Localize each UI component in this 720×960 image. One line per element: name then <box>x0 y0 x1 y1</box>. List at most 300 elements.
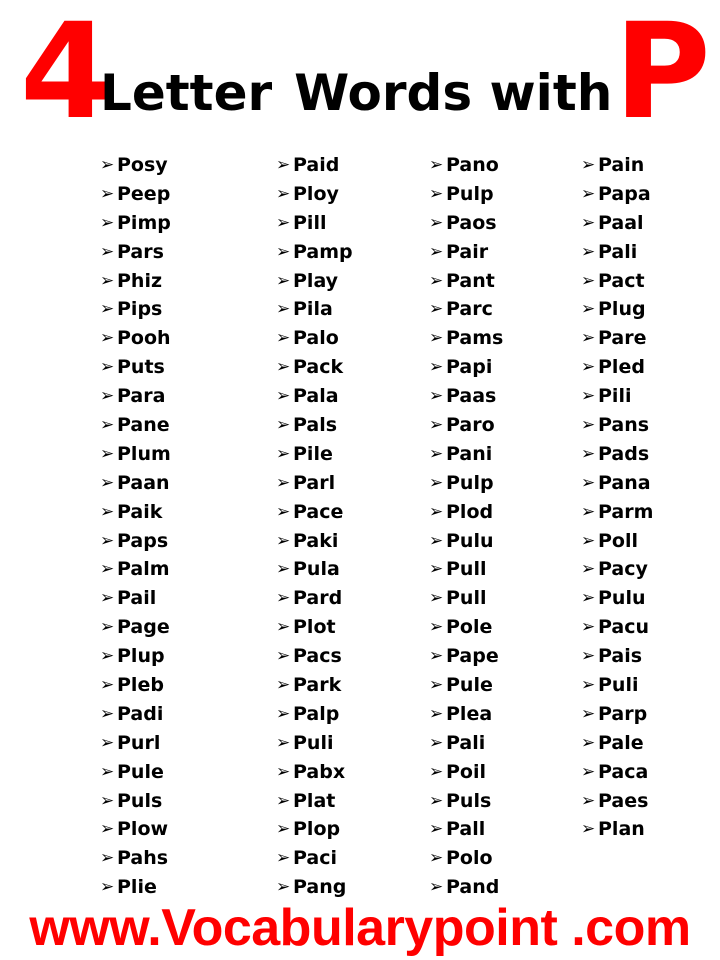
arrow-bullet-icon: ➢ <box>429 848 444 869</box>
word-text: Pulp <box>446 182 494 205</box>
word-item <box>100 411 171 440</box>
arrow-bullet-icon: ➢ <box>100 675 115 696</box>
word-item <box>429 642 503 671</box>
word-text: Pimp <box>117 211 171 234</box>
word-item <box>100 267 171 296</box>
word-text: Palm <box>117 558 170 581</box>
arrow-bullet-icon: ➢ <box>581 443 596 464</box>
word-item <box>276 787 353 816</box>
word-item <box>276 700 353 729</box>
word-text: Plop <box>293 818 341 841</box>
arrow-bullet-icon: ➢ <box>100 241 115 262</box>
word-text: Pals <box>293 414 338 437</box>
word-item <box>276 324 353 353</box>
arrow-bullet-icon: ➢ <box>100 386 115 407</box>
word-text: Pang <box>293 876 347 899</box>
arrow-bullet-icon: ➢ <box>276 386 291 407</box>
word-text: Park <box>293 674 342 697</box>
word-item <box>276 815 353 844</box>
word-item <box>276 469 353 498</box>
arrow-bullet-icon: ➢ <box>276 270 291 291</box>
word-item <box>581 584 653 613</box>
word-item <box>581 527 653 556</box>
arrow-bullet-icon: ➢ <box>581 819 596 840</box>
word-text: Pamp <box>293 240 353 263</box>
word-item <box>100 209 171 238</box>
word-text: Pape <box>446 645 499 668</box>
word-text: Pale <box>598 731 644 754</box>
arrow-bullet-icon: ➢ <box>100 790 115 811</box>
arrow-bullet-icon: ➢ <box>429 299 444 320</box>
word-text: Page <box>117 616 170 639</box>
word-text: Paos <box>446 211 497 234</box>
word-text: Parm <box>598 500 654 523</box>
word-item <box>100 527 171 556</box>
word-item <box>581 411 653 440</box>
word-text: Poll <box>598 529 639 552</box>
word-text: Pars <box>117 240 164 263</box>
word-text: Padi <box>117 702 164 725</box>
word-item <box>429 844 503 873</box>
word-text: Pace <box>293 500 344 523</box>
word-item <box>429 411 503 440</box>
word-item <box>429 267 503 296</box>
word-text: Para <box>117 385 166 408</box>
word-item <box>100 382 171 411</box>
word-text: Paps <box>117 529 169 552</box>
arrow-bullet-icon: ➢ <box>581 270 596 291</box>
word-item <box>581 729 653 758</box>
word-item <box>429 700 503 729</box>
word-item <box>276 527 353 556</box>
arrow-bullet-icon: ➢ <box>581 675 596 696</box>
arrow-bullet-icon: ➢ <box>276 819 291 840</box>
word-text: Pano <box>446 154 499 176</box>
arrow-bullet-icon: ➢ <box>581 559 596 580</box>
word-text: Pams <box>446 327 504 350</box>
word-item <box>581 180 653 209</box>
arrow-bullet-icon: ➢ <box>276 588 291 609</box>
word-text: Pooh <box>117 327 171 350</box>
word-text: Pacs <box>293 645 342 668</box>
word-text: Puli <box>598 674 639 697</box>
word-item <box>276 151 353 180</box>
word-text: Plat <box>293 789 336 812</box>
arrow-bullet-icon: ➢ <box>429 588 444 609</box>
arrow-bullet-icon: ➢ <box>429 155 444 175</box>
word-item <box>581 758 653 787</box>
word-item <box>100 180 171 209</box>
arrow-bullet-icon: ➢ <box>429 675 444 696</box>
arrow-bullet-icon: ➢ <box>429 617 444 638</box>
word-item <box>429 295 503 324</box>
word-text: Paca <box>598 760 649 783</box>
arrow-bullet-icon: ➢ <box>100 472 115 493</box>
word-item <box>429 353 503 382</box>
word-text: Pare <box>598 327 647 350</box>
word-item <box>581 555 653 584</box>
word-text: Polo <box>446 847 493 870</box>
word-item <box>276 295 353 324</box>
word-text: Plod <box>446 500 494 523</box>
word-item <box>276 758 353 787</box>
arrow-bullet-icon: ➢ <box>581 588 596 609</box>
arrow-bullet-icon: ➢ <box>276 646 291 667</box>
word-item <box>429 440 503 469</box>
word-item <box>429 324 503 353</box>
arrow-bullet-icon: ➢ <box>581 183 596 204</box>
word-item <box>429 613 503 642</box>
arrow-bullet-icon: ➢ <box>100 183 115 204</box>
arrow-bullet-icon: ➢ <box>276 732 291 753</box>
word-text: Pani <box>446 442 493 465</box>
word-item <box>276 844 353 873</box>
word-item <box>581 613 653 642</box>
arrow-bullet-icon: ➢ <box>100 299 115 320</box>
arrow-bullet-icon: ➢ <box>429 703 444 724</box>
arrow-bullet-icon: ➢ <box>276 328 291 349</box>
arrow-bullet-icon: ➢ <box>276 357 291 378</box>
arrow-bullet-icon: ➢ <box>429 761 444 782</box>
word-column-2 <box>276 151 353 902</box>
word-text: Play <box>293 269 339 292</box>
word-text: Paik <box>117 500 163 523</box>
arrow-bullet-icon: ➢ <box>100 703 115 724</box>
word-text: Paro <box>446 414 495 437</box>
word-text: Pais <box>598 645 643 668</box>
word-item <box>100 353 171 382</box>
word-text: Pant <box>446 269 495 292</box>
arrow-bullet-icon: ➢ <box>276 617 291 638</box>
word-text: Pule <box>117 760 164 783</box>
word-text: Pull <box>446 558 487 581</box>
word-item <box>276 642 353 671</box>
arrow-bullet-icon: ➢ <box>100 848 115 869</box>
arrow-bullet-icon: ➢ <box>429 877 444 898</box>
arrow-bullet-icon: ➢ <box>100 415 115 436</box>
word-text: Pulp <box>446 471 494 494</box>
arrow-bullet-icon: ➢ <box>429 386 444 407</box>
word-item <box>429 382 503 411</box>
word-text: Pain <box>598 154 645 176</box>
word-text: Paes <box>598 789 649 812</box>
word-text: Pili <box>598 385 632 408</box>
arrow-bullet-icon: ➢ <box>429 530 444 551</box>
word-text: Pabx <box>293 760 346 783</box>
arrow-bullet-icon: ➢ <box>581 761 596 782</box>
word-item <box>581 440 653 469</box>
title-letter: P <box>614 0 711 149</box>
arrow-bullet-icon: ➢ <box>100 270 115 291</box>
arrow-bullet-icon: ➢ <box>100 559 115 580</box>
word-text: Pali <box>446 731 486 754</box>
word-text: Papi <box>446 356 493 379</box>
word-text: Parl <box>293 471 336 494</box>
arrow-bullet-icon: ➢ <box>276 559 291 580</box>
arrow-bullet-icon: ➢ <box>276 472 291 493</box>
word-item <box>276 584 353 613</box>
word-item <box>100 642 171 671</box>
word-item <box>581 267 653 296</box>
word-item <box>429 555 503 584</box>
word-item <box>276 671 353 700</box>
arrow-bullet-icon: ➢ <box>100 588 115 609</box>
word-item <box>429 527 503 556</box>
word-item <box>276 382 353 411</box>
arrow-bullet-icon: ➢ <box>276 761 291 782</box>
word-text: Ploy <box>293 182 339 205</box>
word-text: Poil <box>446 760 487 783</box>
word-item <box>429 815 503 844</box>
word-item <box>100 498 171 527</box>
word-text: Posy <box>117 154 168 176</box>
arrow-bullet-icon: ➢ <box>581 212 596 233</box>
word-text: Pulu <box>446 529 494 552</box>
word-item <box>100 844 171 873</box>
arrow-bullet-icon: ➢ <box>276 212 291 233</box>
arrow-bullet-icon: ➢ <box>276 675 291 696</box>
page-title <box>0 0 720 150</box>
word-text: Plan <box>598 818 645 841</box>
word-text: Plea <box>446 702 493 725</box>
arrow-bullet-icon: ➢ <box>100 617 115 638</box>
word-item <box>581 469 653 498</box>
arrow-bullet-icon: ➢ <box>276 530 291 551</box>
word-text: Puli <box>293 731 334 754</box>
word-text: Pips <box>117 298 163 321</box>
word-item <box>276 440 353 469</box>
arrow-bullet-icon: ➢ <box>100 761 115 782</box>
arrow-bullet-icon: ➢ <box>276 415 291 436</box>
word-item <box>429 671 503 700</box>
word-item <box>100 324 171 353</box>
word-item <box>429 729 503 758</box>
word-item <box>100 238 171 267</box>
arrow-bullet-icon: ➢ <box>429 415 444 436</box>
word-text: Pack <box>293 356 344 379</box>
arrow-bullet-icon: ➢ <box>276 790 291 811</box>
word-text: Puls <box>117 789 163 812</box>
title-number: 4 <box>20 0 110 149</box>
arrow-bullet-icon: ➢ <box>429 328 444 349</box>
arrow-bullet-icon: ➢ <box>581 241 596 262</box>
word-text: Pile <box>293 442 333 465</box>
arrow-bullet-icon: ➢ <box>429 559 444 580</box>
word-text: Pleb <box>117 674 164 697</box>
word-item <box>100 613 171 642</box>
word-item <box>429 238 503 267</box>
arrow-bullet-icon: ➢ <box>581 732 596 753</box>
word-text: Puts <box>117 356 165 379</box>
word-text: Plot <box>293 616 336 639</box>
title-word-letter: Letter <box>100 64 273 122</box>
word-item <box>581 498 653 527</box>
word-item <box>276 238 353 267</box>
word-item <box>100 555 171 584</box>
arrow-bullet-icon: ➢ <box>581 790 596 811</box>
word-item <box>429 584 503 613</box>
word-item <box>276 555 353 584</box>
word-text: Pled <box>598 356 645 379</box>
arrow-bullet-icon: ➢ <box>429 241 444 262</box>
word-item <box>581 209 653 238</box>
word-item <box>581 382 653 411</box>
word-text: Pacu <box>598 616 650 639</box>
arrow-bullet-icon: ➢ <box>581 472 596 493</box>
word-item <box>276 267 353 296</box>
arrow-bullet-icon: ➢ <box>581 328 596 349</box>
word-item <box>581 295 653 324</box>
arrow-bullet-icon: ➢ <box>276 241 291 262</box>
title-words <box>100 64 613 122</box>
title-words-with: Words with <box>294 64 613 122</box>
arrow-bullet-icon: ➢ <box>276 155 291 175</box>
word-item <box>276 180 353 209</box>
arrow-bullet-icon: ➢ <box>581 530 596 551</box>
word-item <box>581 700 653 729</box>
arrow-bullet-icon: ➢ <box>429 357 444 378</box>
word-text: Pand <box>446 876 500 899</box>
word-item <box>429 151 503 180</box>
word-item <box>581 238 653 267</box>
arrow-bullet-icon: ➢ <box>100 328 115 349</box>
word-text: Palo <box>293 327 339 350</box>
word-text: Pole <box>446 616 493 639</box>
word-text: Pule <box>446 674 493 697</box>
word-text: Pact <box>598 269 645 292</box>
word-column-4 <box>581 151 653 844</box>
word-text: Plup <box>117 645 165 668</box>
word-text: Papa <box>598 182 651 205</box>
arrow-bullet-icon: ➢ <box>429 443 444 464</box>
word-text: Pulu <box>598 587 646 610</box>
arrow-bullet-icon: ➢ <box>429 472 444 493</box>
word-item <box>429 469 503 498</box>
word-item <box>100 584 171 613</box>
arrow-bullet-icon: ➢ <box>100 212 115 233</box>
word-text: Peep <box>117 182 171 205</box>
arrow-bullet-icon: ➢ <box>276 848 291 869</box>
arrow-bullet-icon: ➢ <box>429 732 444 753</box>
arrow-bullet-icon: ➢ <box>100 155 115 175</box>
word-text: Pali <box>598 240 638 263</box>
arrow-bullet-icon: ➢ <box>100 877 115 898</box>
arrow-bullet-icon: ➢ <box>276 703 291 724</box>
word-text: Pala <box>293 385 339 408</box>
arrow-bullet-icon: ➢ <box>429 501 444 522</box>
word-item <box>429 498 503 527</box>
word-text: Pana <box>598 471 651 494</box>
arrow-bullet-icon: ➢ <box>100 646 115 667</box>
word-item <box>429 787 503 816</box>
word-item <box>100 729 171 758</box>
arrow-bullet-icon: ➢ <box>429 270 444 291</box>
word-item <box>276 209 353 238</box>
arrow-bullet-icon: ➢ <box>581 386 596 407</box>
word-text: Plow <box>117 818 169 841</box>
word-item <box>581 787 653 816</box>
word-text: Pane <box>117 414 170 437</box>
arrow-bullet-icon: ➢ <box>581 703 596 724</box>
arrow-bullet-icon: ➢ <box>581 299 596 320</box>
arrow-bullet-icon: ➢ <box>100 530 115 551</box>
word-item <box>100 295 171 324</box>
word-item <box>100 440 171 469</box>
word-column-3 <box>429 151 503 902</box>
word-text: Puls <box>446 789 492 812</box>
word-item <box>581 324 653 353</box>
word-item <box>276 729 353 758</box>
word-item <box>100 700 171 729</box>
arrow-bullet-icon: ➢ <box>276 501 291 522</box>
word-item <box>429 180 503 209</box>
word-item <box>100 151 171 180</box>
word-text: Parp <box>598 702 648 725</box>
word-text: Paan <box>117 471 170 494</box>
arrow-bullet-icon: ➢ <box>429 183 444 204</box>
arrow-bullet-icon: ➢ <box>429 646 444 667</box>
arrow-bullet-icon: ➢ <box>429 212 444 233</box>
word-column-1 <box>100 151 171 902</box>
word-item <box>100 787 171 816</box>
word-item <box>100 758 171 787</box>
word-item <box>581 642 653 671</box>
arrow-bullet-icon: ➢ <box>581 646 596 667</box>
word-item <box>276 498 353 527</box>
word-text: Pahs <box>117 847 169 870</box>
word-text: Pard <box>293 587 343 610</box>
word-item <box>581 815 653 844</box>
word-text: Pila <box>293 298 333 321</box>
word-text: Paal <box>598 211 644 234</box>
word-item <box>581 671 653 700</box>
arrow-bullet-icon: ➢ <box>429 819 444 840</box>
word-text: Pull <box>446 587 487 610</box>
arrow-bullet-icon: ➢ <box>581 357 596 378</box>
word-text: Palp <box>293 702 340 725</box>
word-text: Phiz <box>117 269 163 292</box>
arrow-bullet-icon: ➢ <box>100 732 115 753</box>
word-columns <box>0 151 720 901</box>
word-text: Plug <box>598 298 646 321</box>
word-item <box>429 209 503 238</box>
arrow-bullet-icon: ➢ <box>276 877 291 898</box>
word-item <box>100 815 171 844</box>
arrow-bullet-icon: ➢ <box>581 155 596 175</box>
word-text: Paki <box>293 529 339 552</box>
word-text: Pill <box>293 211 327 234</box>
word-text: Pula <box>293 558 340 581</box>
arrow-bullet-icon: ➢ <box>581 415 596 436</box>
arrow-bullet-icon: ➢ <box>276 183 291 204</box>
word-text: Plie <box>117 876 157 899</box>
word-item <box>276 353 353 382</box>
word-text: Pads <box>598 442 650 465</box>
word-text: Pacy <box>598 558 648 581</box>
arrow-bullet-icon: ➢ <box>581 501 596 522</box>
word-item <box>276 613 353 642</box>
arrow-bullet-icon: ➢ <box>100 357 115 378</box>
word-text: Parc <box>446 298 493 321</box>
word-text: Paas <box>446 385 497 408</box>
word-text: Paci <box>293 847 338 870</box>
arrow-bullet-icon: ➢ <box>429 790 444 811</box>
arrow-bullet-icon: ➢ <box>276 299 291 320</box>
arrow-bullet-icon: ➢ <box>100 443 115 464</box>
word-item <box>100 469 171 498</box>
website-url: www.Vocabularypoint .com <box>29 899 691 957</box>
arrow-bullet-icon: ➢ <box>581 617 596 638</box>
